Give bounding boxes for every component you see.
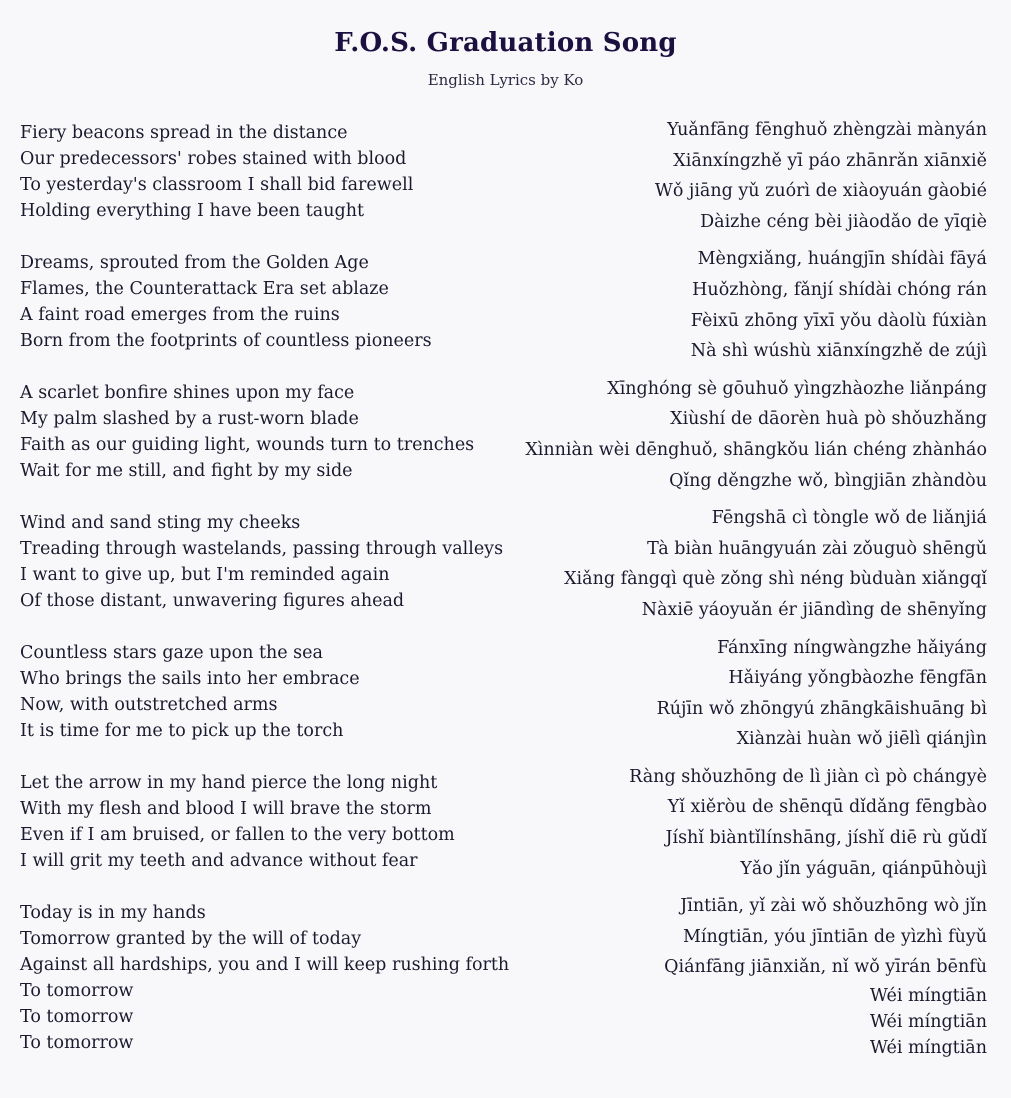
english-line: Dreams, sprouted from the Golden Age bbox=[20, 253, 369, 273]
pinyin-line: Míngtiān, yóu jīntiān de yìzhì fùyǔ bbox=[682, 926, 987, 947]
english-line: With my flesh and blood I will brave the storm bbox=[20, 799, 432, 819]
pinyin-line: Xiǎng fàngqì què zǒng shì néng bùduàn xiǎngqǐ bbox=[564, 569, 987, 590]
english-line: To tomorrow bbox=[20, 1033, 134, 1053]
pinyin-line: Xiānxíngzhě yī páo zhānrǎn xiānxiě bbox=[673, 150, 987, 171]
pinyin-line: Jíshǐ biàntǐlínshāng, jíshǐ diē rù gǔdǐ bbox=[665, 828, 987, 849]
english-line: Treading through wastelands, passing through valleys bbox=[20, 539, 504, 559]
english-line: Of those distant, unwavering figures ahead bbox=[20, 591, 405, 611]
english-line: I want to give up, but I'm reminded again bbox=[20, 565, 390, 585]
english-line: Tomorrow granted by the will of today bbox=[20, 929, 362, 949]
pinyin-line: Yǎo jǐn yáguān, qiánpūhòujì bbox=[740, 858, 987, 879]
pinyin-line: Hǎiyáng yǒngbàozhe fēngfān bbox=[728, 668, 987, 689]
pinyin-stanza bbox=[507, 374, 987, 496]
pinyin-line: Qiánfāng jiānxiǎn, nǐ wǒ yīrán bēnfù bbox=[664, 957, 987, 978]
pinyin-line: Mèngxiǎng, huángjīn shídài fāyá bbox=[697, 249, 987, 270]
english-stanza bbox=[20, 640, 515, 744]
english-line: Born from the footprints of countless pioneers bbox=[20, 331, 432, 351]
english-lyrics-column bbox=[20, 120, 515, 1082]
pinyin-line: Fèixū zhōng yīxī yǒu dàolù fúxiàn bbox=[690, 310, 987, 331]
pinyin-line: Xìnniàn wèi dēnghuǒ, shāngkǒu lián chéng zhànháo bbox=[525, 439, 987, 460]
pinyin-line: Tà biàn huāngyuán zài zǒuguò shēngǔ bbox=[647, 538, 987, 559]
pinyin-line: Wéi míngtiān bbox=[869, 1038, 987, 1059]
english-line: Wind and sand sting my cheeks bbox=[20, 513, 301, 533]
pinyin-line: Huǒzhòng, fǎnjí shídài chóng rán bbox=[692, 279, 987, 300]
pinyin-line: Nàxiē yáoyuǎn ér jiāndìng de shēnyǐng bbox=[641, 599, 987, 620]
pinyin-stanza bbox=[507, 115, 987, 237]
pinyin-line: Wéi míngtiān bbox=[869, 986, 987, 1007]
english-line: Fiery beacons spread in the distance bbox=[20, 123, 348, 143]
pinyin-line: Qǐng děngzhe wǒ, bìngjiān zhàndòu bbox=[669, 470, 987, 491]
english-line: Flames, the Counterattack Era set ablaze bbox=[20, 279, 389, 299]
english-line: Wait for me still, and fight by my side bbox=[20, 461, 353, 481]
english-line: Holding everything I have been taught bbox=[20, 201, 364, 221]
english-line: To tomorrow bbox=[20, 981, 134, 1001]
pinyin-line: Yuǎnfāng fēnghuǒ zhèngzài mànyán bbox=[667, 120, 987, 140]
song-title: F.O.S. Graduation Song bbox=[334, 28, 677, 58]
english-line: Now, with outstretched arms bbox=[20, 695, 278, 715]
english-line: Against all hardships, you and I will keep rushing forth bbox=[20, 955, 510, 975]
english-stanza bbox=[20, 250, 515, 354]
english-line: Even if I am bruised, or fallen to the very bottom bbox=[20, 825, 455, 845]
english-line: Faith as our guiding light, wounds turn to trenches bbox=[20, 435, 475, 455]
english-stanza bbox=[20, 510, 515, 614]
english-stanza bbox=[20, 900, 515, 1056]
pinyin-line: Wǒ jiāng yǔ zuórì de xiàoyuán gàobié bbox=[654, 181, 987, 202]
english-stanza bbox=[20, 120, 515, 224]
pinyin-line: Xiùshí de dāorèn huà pò shǒuzhǎng bbox=[670, 409, 987, 430]
pinyin-line: Nà shì wúshù xiānxíngzhě de zújì bbox=[690, 341, 987, 362]
pinyin-line: Wéi míngtiān bbox=[869, 1012, 987, 1033]
pinyin-stanza bbox=[507, 891, 987, 1061]
english-line: A scarlet bonfire shines upon my face bbox=[20, 383, 355, 403]
english-line: Countless stars gaze upon the sea bbox=[20, 643, 323, 663]
pinyin-line: Fánxīng níngwàngzhe hǎiyáng bbox=[717, 637, 987, 658]
pinyin-lyrics-column bbox=[507, 115, 987, 1068]
pinyin-line: Xiànzài huàn wǒ jiēlì qiánjìn bbox=[736, 729, 987, 750]
lyrics-credit: English Lyrics by Ko bbox=[427, 71, 584, 89]
pinyin-line: Xīnghóng sè gōuhuǒ yìngzhàozhe liǎnpáng bbox=[607, 378, 987, 399]
english-line: Who brings the sails into her embrace bbox=[20, 669, 360, 689]
pinyin-line: Jīntiān, yǐ zài wǒ shǒuzhōng wò jǐn bbox=[680, 896, 987, 917]
english-line: Let the arrow in my hand pierce the long night bbox=[20, 773, 438, 793]
pinyin-stanza bbox=[507, 244, 987, 366]
english-line: Our predecessors' robes stained with blood bbox=[20, 149, 407, 169]
pinyin-stanza bbox=[507, 503, 987, 625]
english-line: My palm slashed by a rust-worn blade bbox=[20, 409, 359, 429]
english-line: To tomorrow bbox=[20, 1007, 134, 1027]
pinyin-stanza bbox=[507, 633, 987, 755]
pinyin-line: Rújīn wǒ zhōngyú zhāngkāishuāng bì bbox=[656, 698, 987, 719]
pinyin-stanza bbox=[507, 762, 987, 884]
pinyin-line: Fēngshā cì tòngle wǒ de liǎnjiá bbox=[711, 508, 987, 529]
english-line: It is time for me to pick up the torch bbox=[20, 721, 344, 741]
english-line: I will grit my teeth and advance without fear bbox=[20, 851, 418, 871]
english-line: A faint road emerges from the ruins bbox=[20, 305, 340, 325]
pinyin-line: Dàizhe céng bèi jiàodǎo de yīqiè bbox=[700, 211, 987, 232]
english-line: To yesterday's classroom I shall bid farewell bbox=[20, 175, 414, 195]
english-stanza bbox=[20, 770, 515, 874]
english-line: Today is in my hands bbox=[20, 903, 206, 923]
pinyin-line: Ràng shǒuzhōng de lì jiàn cì pò chángyè bbox=[629, 766, 987, 787]
english-stanza bbox=[20, 380, 515, 484]
pinyin-line: Yǐ xiěròu de shēnqū dǐdǎng fēngbào bbox=[667, 797, 987, 818]
